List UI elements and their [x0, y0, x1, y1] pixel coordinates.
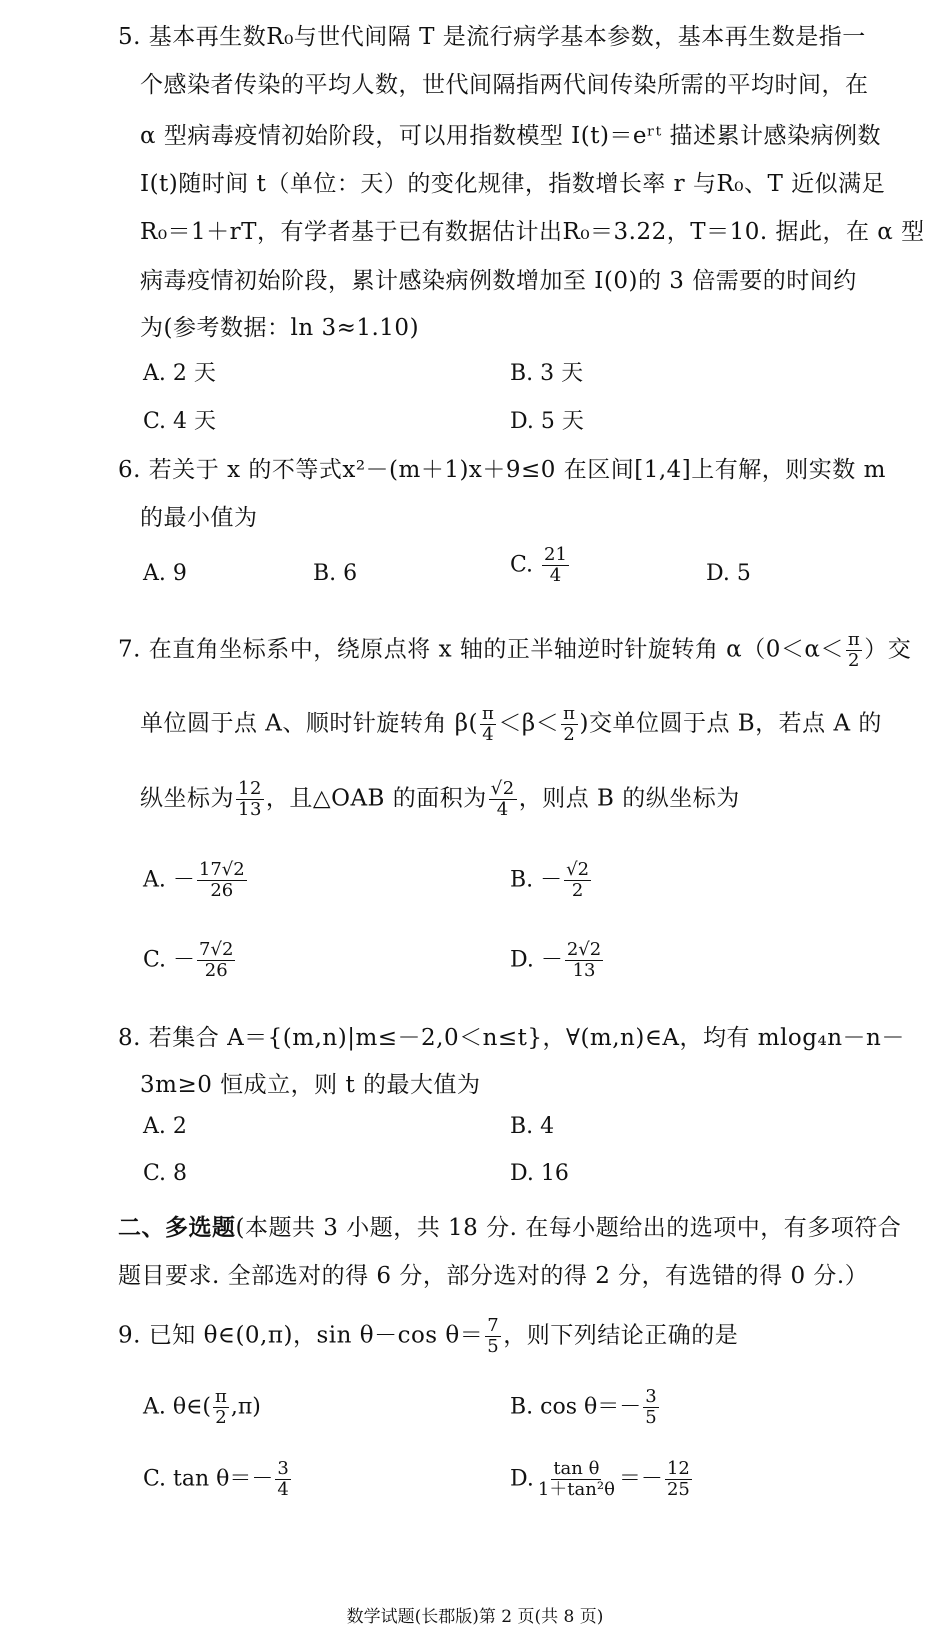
q8-line-2: 3m≥0 恒成立，则 t 的最大值为 — [140, 1072, 481, 1098]
page-footer: 数学试题(长郡版)第 2 页(共 8 页) — [346, 1607, 604, 1627]
q5-line-2: 个感染者传染的平均人数，世代间隔指两代间传染所需的平均时间，在 — [140, 72, 869, 98]
q6-option-a: A. 9 — [143, 561, 187, 586]
q6-line-2: 的最小值为 — [140, 505, 258, 531]
q8-option-b: B. 4 — [510, 1114, 555, 1139]
q5-option-d: D. 5 天 — [510, 409, 584, 434]
q5-line-5: R₀＝1＋rT，有学者基于已有数据估计出R₀＝3.22，T＝10. 据此，在 α 型 — [140, 219, 925, 245]
q5-option-a: A. 2 天 — [143, 361, 216, 386]
q5-line-4: I(t)随时间 t（单位：天）的变化规律，指数增长率 r 与R₀、T 近似满足 — [140, 171, 886, 197]
q5-line-3: α 型病毒疫情初始阶段，可以用指数模型 I(t)＝eʳᵗ 描述累计感染病例数 — [140, 123, 882, 149]
q5-line-1: 5. 基本再生数R₀与世代间隔 T 是流行病学基本参数，基本再生数是指一 — [118, 24, 866, 50]
q7-option-d: D. － $\frac{2√2}{13}$ — [510, 939, 602, 981]
q5-option-c: C. 4 天 — [143, 409, 217, 434]
q9-option-c: C. tan θ＝－ $\frac{3}{4}$ — [143, 1458, 289, 1500]
q5-line-6: 病毒疫情初始阶段，累计感染病例数增加至 I(0)的 3 倍需要的时间约 — [140, 268, 857, 294]
q8-option-d: D. 16 — [510, 1161, 569, 1186]
q7-option-a: A. － $\frac{17√2}{26}$ — [143, 859, 245, 901]
q9-option-a: A. θ∈( $\frac{\pi}{2}$ ,π) — [143, 1386, 261, 1428]
q9-line-1: 9. 已知 θ∈(0,π)，sin θ－cos θ＝ $\frac{7}{5}$ ，则下列结论正确的是 — [118, 1315, 739, 1357]
q6-option-d: D. 5 — [706, 561, 751, 586]
q7-line-1: 7. 在直角坐标系中，绕原点将 x 轴的正半轴逆时针旋转角 α（0＜α＜ $\frac{\pi}{2}$ ）交 — [118, 629, 912, 671]
q7-line-3: 纵坐标为 $\frac{12}{13}$ ，且△OAB 的面积为 $\frac{√2}{4}$ ，则点 B 的纵坐标为 — [140, 778, 740, 820]
section-2-heading: 二、多选题(本题共 3 小题，共 18 分. 在每小题给出的选项中，有多项符合 — [118, 1214, 902, 1241]
q6-line-1: 6. 若关于 x 的不等式x²－(m＋1)x＋9≤0 在区间[1,4]上有解，则实数 m — [118, 457, 886, 483]
section-2-line-2: 题目要求. 全部选对的得 6 分，部分选对的得 2 分，有选错的得 0 分.） — [118, 1263, 869, 1289]
q5-option-b: B. 3 天 — [510, 361, 584, 386]
q6-option-c-fraction: $\frac{21}{4}$ — [544, 544, 567, 586]
q9-option-d: D. $\frac{\text{tan θ}}{\text{1＋tan²θ}}$ ＝－ $\frac{12}{25}$ — [510, 1458, 690, 1500]
q6-option-b: B. 6 — [313, 561, 358, 586]
q7-option-c: C. － $\frac{7√2}{26}$ — [143, 939, 234, 981]
q8-option-a: A. 2 — [143, 1114, 187, 1139]
q8-line-1: 8. 若集合 A＝{(m,n)|m≤－2,0＜n≤t}，∀(m,n)∈A，均有 mlog₄n－n－ — [118, 1025, 905, 1051]
q6-option-c: C. $\frac{21}{4}$ — [510, 544, 567, 586]
q9-option-b: B. cos θ＝－ $\frac{3}{5}$ — [510, 1386, 657, 1428]
q7-line-2: 单位圆于点 A、顺时针旋转角 β( $\frac{\pi}{4}$ ＜β＜ $\frac{\pi}{2}$ )交单位圆于点 B，若点 A 的 — [140, 703, 882, 745]
q5-line-7: 为(参考数据：ln 3≈1.10) — [140, 315, 420, 341]
q7-option-b: B. － $\frac{√2}{2}$ — [510, 859, 590, 901]
q8-option-c: C. 8 — [143, 1161, 188, 1186]
